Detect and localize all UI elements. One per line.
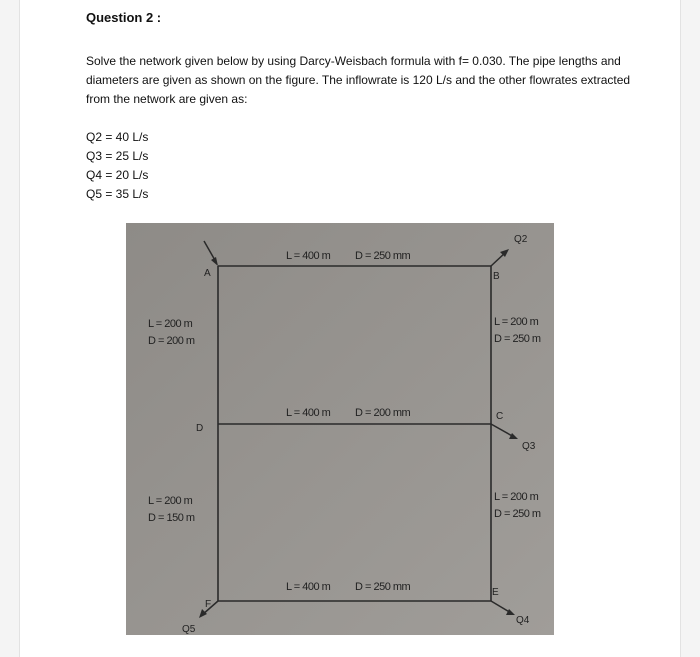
right-upper-diameter: D = 250 m [494, 333, 541, 345]
left-upper-diameter: D = 200 m [148, 335, 195, 347]
question-title: Question 2 : [86, 10, 162, 25]
right-lower-diameter: D = 250 m [494, 508, 541, 520]
q3-label: Q3 [522, 441, 536, 452]
node-a-label: A [204, 268, 211, 279]
middle-pipe-length: L = 400 m [286, 407, 331, 419]
bottom-pipe-length: L = 400 m [286, 581, 331, 593]
node-f-label: F [205, 599, 212, 610]
right-lower-length: L = 200 m [494, 491, 539, 503]
bottom-pipe-diameter: D = 250 mm [355, 581, 411, 593]
left-lower-diameter: D = 150 m [148, 512, 195, 524]
left-lower-length: L = 200 m [148, 495, 193, 507]
flowrate-q4: Q4 = 20 L/s [86, 168, 149, 182]
q5-label: Q5 [182, 624, 196, 635]
flowrate-list [86, 128, 148, 204]
photo-background [126, 223, 554, 635]
question-text: Solve the network given below by using Darcy-Weisbach formula with f= 0.030. The pipe lengths and diameters are given as shown on the figure. The inflowrate is 120 L/s and the other flowrates extracted from the network are given as: [86, 54, 631, 106]
node-b-label: B [493, 271, 500, 282]
q2-label: Q2 [514, 234, 528, 245]
node-c-label: C [496, 411, 504, 422]
node-e-label: E [492, 587, 499, 598]
flowrate-q2: Q2 = 40 L/s [86, 130, 149, 144]
flowrate-q5: Q5 = 35 L/s [86, 187, 149, 201]
middle-pipe-diameter: D = 200 mm [355, 407, 411, 419]
q4-label: Q4 [516, 615, 530, 626]
top-pipe-diameter: D = 250 mm [355, 250, 411, 262]
flowrate-q3: Q3 = 25 L/s [86, 149, 149, 163]
right-upper-length: L = 200 m [494, 316, 539, 328]
top-pipe-length: L = 400 m [286, 250, 331, 262]
node-d-label: D [196, 423, 204, 434]
pipe-network-svg [126, 223, 554, 635]
pipe-network-figure [126, 223, 554, 635]
left-upper-length: L = 200 m [148, 318, 193, 330]
